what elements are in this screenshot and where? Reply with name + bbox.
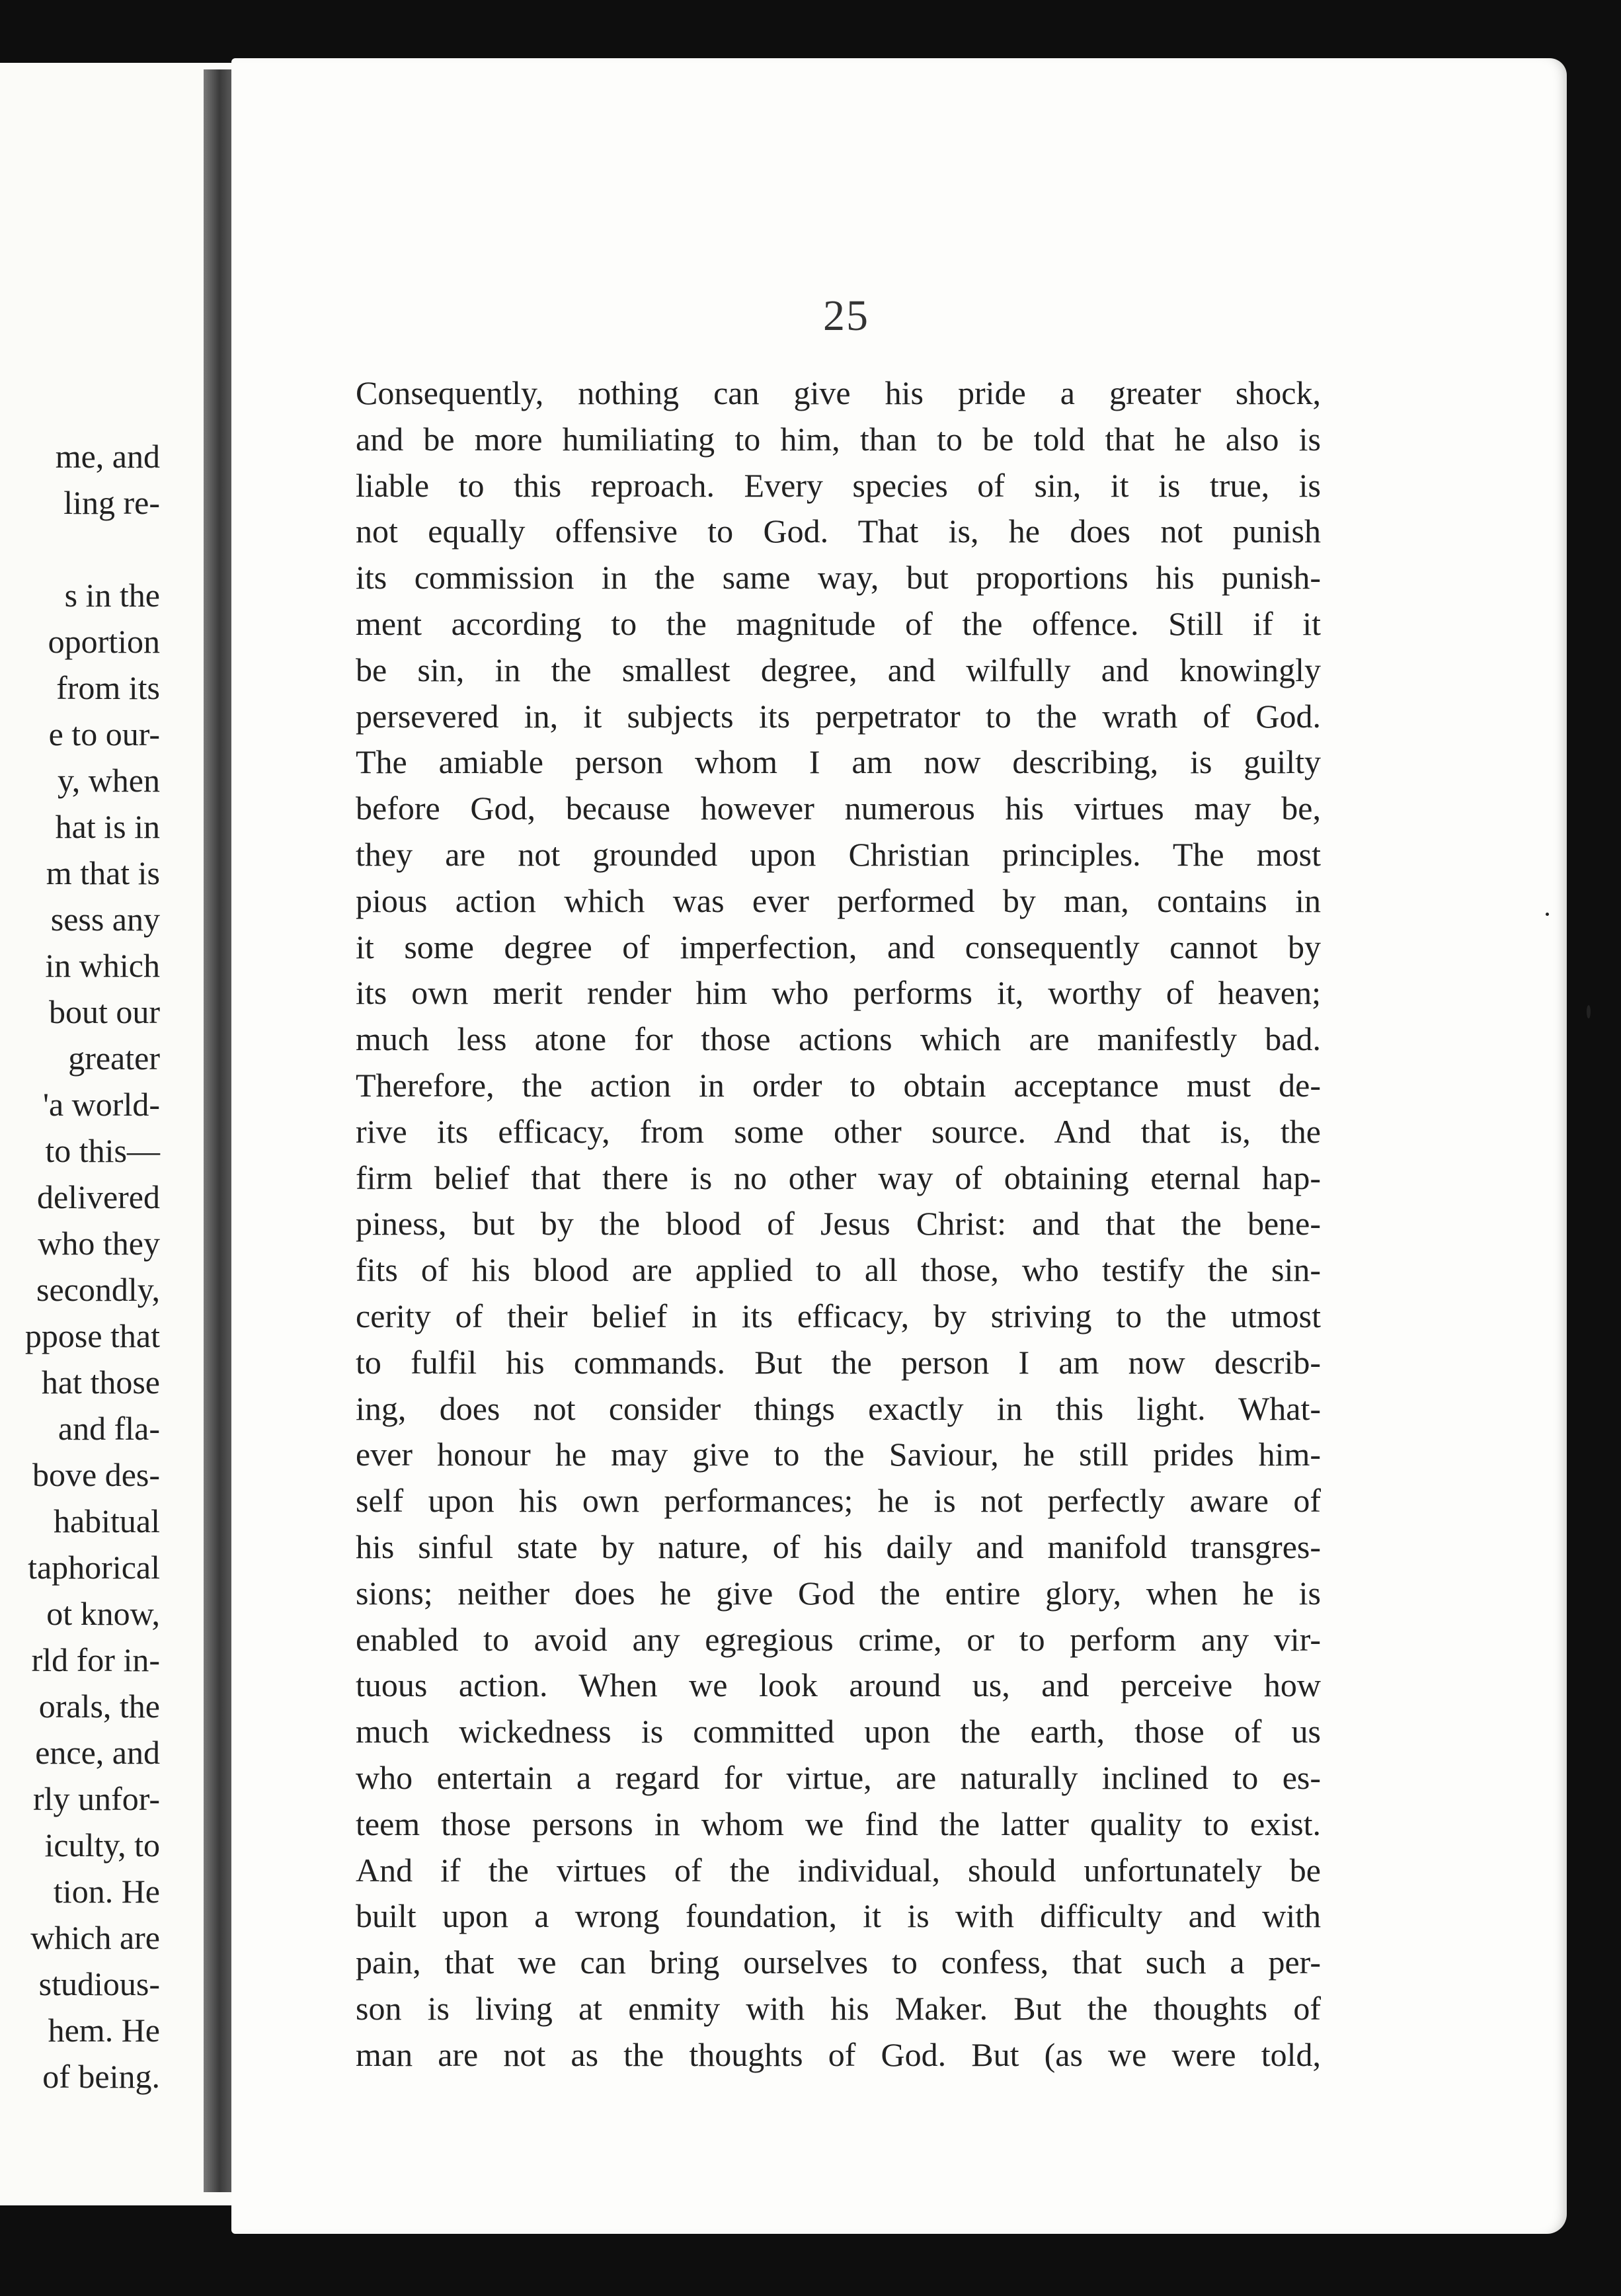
text-line: teem those persons in whom we find the latter quality to exist. bbox=[356, 1805, 1321, 1842]
left-line: sess any bbox=[50, 901, 160, 938]
left-line: hat is in bbox=[55, 808, 160, 845]
left-line: in which bbox=[45, 947, 160, 984]
text-line: man are not as the thoughts of God. But (as we were told, bbox=[356, 2035, 1321, 2073]
text-line: Consequently, nothing can give his pride a greater shock, bbox=[356, 374, 1321, 411]
text-line: much wickedness is committed upon the earth, those of us bbox=[356, 1713, 1321, 1750]
left-line: which are bbox=[30, 1919, 160, 1956]
left-line: studious- bbox=[38, 1965, 160, 2002]
left-line: secondly, bbox=[36, 1271, 160, 1308]
text-line: pious action which was ever performed by man, contains in bbox=[356, 882, 1321, 919]
text-line: and be more humiliating to him, than to be told that he also is bbox=[356, 420, 1321, 458]
left-line: ling re- bbox=[63, 484, 160, 521]
text-line: before God, because however numerous his virtues may be, bbox=[356, 790, 1321, 827]
left-line: ppose that bbox=[24, 1317, 160, 1354]
left-line: and fla- bbox=[58, 1410, 160, 1447]
scan-speck bbox=[1587, 1005, 1591, 1018]
text-line: persevered in, it subjects its perpetrator to the wrath of God. bbox=[356, 697, 1321, 735]
left-line: me, and bbox=[55, 438, 160, 475]
text-line: it some degree of imperfection, and consequently cannot by bbox=[356, 928, 1321, 965]
left-line: to this— bbox=[45, 1132, 160, 1169]
left-line: hat those bbox=[41, 1364, 160, 1401]
text-line: firm belief that there is no other way of obtaining eternal hap- bbox=[356, 1159, 1321, 1196]
left-line: ence, and bbox=[35, 1734, 160, 1771]
text-line: ever honour he may give to the Saviour, he still prides him- bbox=[356, 1436, 1321, 1473]
left-page-text bbox=[0, 433, 160, 2100]
left-line: greater bbox=[68, 1040, 160, 1077]
text-line: who entertain a regard for virtue, are naturally inclined to es- bbox=[356, 1758, 1321, 1796]
text-line: pain, that we can bring ourselves to confess, that such a per- bbox=[356, 1944, 1321, 1981]
scan-speck bbox=[1546, 913, 1549, 916]
left-line: taphorical bbox=[28, 1549, 160, 1586]
left-line: s in the bbox=[64, 577, 160, 614]
text-line: The amiable person whom I am now describing, is guilty bbox=[356, 743, 1321, 781]
text-line: rive its efficacy, from some other source. And that is, the bbox=[356, 1112, 1321, 1150]
text-line: ment according to the magnitude of the offence. Still if it bbox=[356, 604, 1321, 642]
text-line: son is living at enmity with his Maker. But the thoughts of bbox=[356, 1989, 1321, 2027]
text-line: piness, but by the blood of Jesus Christ: and that the bene- bbox=[356, 1205, 1321, 1243]
text-line: his sinful state by nature, of his daily and manifold transgres- bbox=[356, 1528, 1321, 1565]
text-line: self upon his own performances; he is not perfectly aware of bbox=[356, 1482, 1321, 1520]
left-line: bout our bbox=[48, 993, 160, 1030]
text-line: its own merit render him who performs it, worthy of heaven; bbox=[356, 974, 1321, 1012]
text-line: sions; neither does he give God the entire glory, when he is bbox=[356, 1574, 1321, 1612]
text-line: cerity of their belief in its efficacy, by striving to the utmost bbox=[356, 1297, 1321, 1334]
text-line: enabled to avoid any egregious crime, or to perform any vir- bbox=[356, 1620, 1321, 1658]
book-gutter bbox=[204, 69, 233, 2192]
left-line: delivered bbox=[36, 1178, 160, 1215]
left-line: from its bbox=[56, 669, 160, 706]
left-line: y, when bbox=[57, 762, 160, 799]
left-line: bove des- bbox=[32, 1456, 160, 1493]
text-line: be sin, in the smallest degree, and wilfully and knowingly bbox=[356, 651, 1321, 688]
left-line: iculty, to bbox=[44, 1826, 160, 1864]
text-line: they are not grounded upon Christian principles. The most bbox=[356, 835, 1321, 873]
text-line: tuous action. When we look around us, and perceive how bbox=[356, 1666, 1321, 1704]
left-line: oportion bbox=[48, 623, 160, 660]
left-line: ot know, bbox=[46, 1595, 160, 1632]
right-page-text bbox=[356, 370, 1321, 2078]
left-line: tion. He bbox=[53, 1873, 160, 1910]
left-line: m that is bbox=[46, 854, 160, 891]
left-line: of being. bbox=[42, 2058, 160, 2095]
page-number: 25 bbox=[823, 292, 869, 340]
text-line: ing, does not consider things exactly in this light. What- bbox=[356, 1389, 1321, 1427]
text-line: fits of his blood are applied to all those, who testify the sin- bbox=[356, 1251, 1321, 1289]
text-line: not equally offensive to God. That is, he does not punish bbox=[356, 512, 1321, 550]
left-line: orals, the bbox=[38, 1688, 160, 1725]
left-line: rly unfor- bbox=[33, 1780, 160, 1817]
text-line: much less atone for those actions which are manifestly bad. bbox=[356, 1020, 1321, 1058]
left-line: rld for in- bbox=[31, 1641, 160, 1678]
left-line: who they bbox=[38, 1225, 160, 1262]
left-line: e to our- bbox=[48, 716, 160, 753]
left-line: 'a world- bbox=[42, 1086, 160, 1123]
text-line: its commission in the same way, but proportions his punish- bbox=[356, 559, 1321, 596]
left-line: hem. He bbox=[48, 2012, 160, 2049]
text-line: to fulfil his commands. But the person I am now describ- bbox=[356, 1343, 1321, 1381]
left-line: habitual bbox=[53, 1502, 160, 1539]
text-line: And if the virtues of the individual, should unfortunately be bbox=[356, 1851, 1321, 1889]
text-line: Therefore, the action in order to obtain acceptance must de- bbox=[356, 1066, 1321, 1104]
text-line: built upon a wrong foundation, it is with difficulty and with bbox=[356, 1897, 1321, 1935]
text-line: liable to this reproach. Every species of sin, it is true, is bbox=[356, 466, 1321, 504]
